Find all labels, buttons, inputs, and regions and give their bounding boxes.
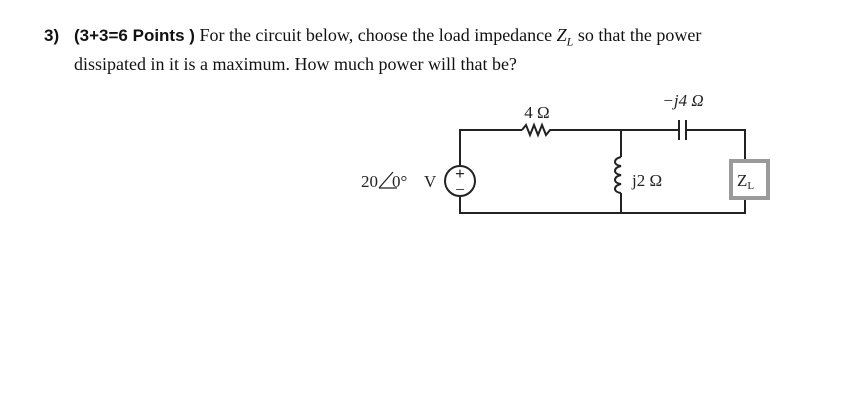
- wire-cap-right: [686, 130, 745, 160]
- load-label: ZL: [737, 171, 755, 192]
- question-number: 3): [44, 26, 60, 45]
- inductor-label: j2 Ω: [632, 171, 663, 190]
- source-minus-sign: −: [455, 180, 465, 199]
- source-angle: 0°: [392, 172, 408, 191]
- question-text-end: so that the power: [573, 25, 702, 45]
- load-impedance-symbol: $Z_L$: [556, 25, 574, 49]
- question-text-start: For the circuit below, choose the load impedance: [194, 25, 557, 45]
- wire-inductor-bottom: [621, 193, 745, 213]
- resistor: [522, 125, 558, 135]
- resistor-label: 4 Ω: [524, 103, 550, 122]
- wire-bottom-left: [460, 197, 621, 213]
- capacitor-label: −j4 Ω: [662, 91, 704, 110]
- question-points: (3+3=6 Points ): [74, 26, 195, 45]
- source-unit: V: [424, 172, 437, 191]
- wire-top-left: [460, 130, 522, 165]
- source-magnitude: 20: [361, 172, 378, 191]
- question-line-2: dissipated in it is a maximum. How much power will that be?: [74, 53, 517, 74]
- source-plus-sign: +: [455, 164, 465, 183]
- inductor-coil: [615, 157, 621, 193]
